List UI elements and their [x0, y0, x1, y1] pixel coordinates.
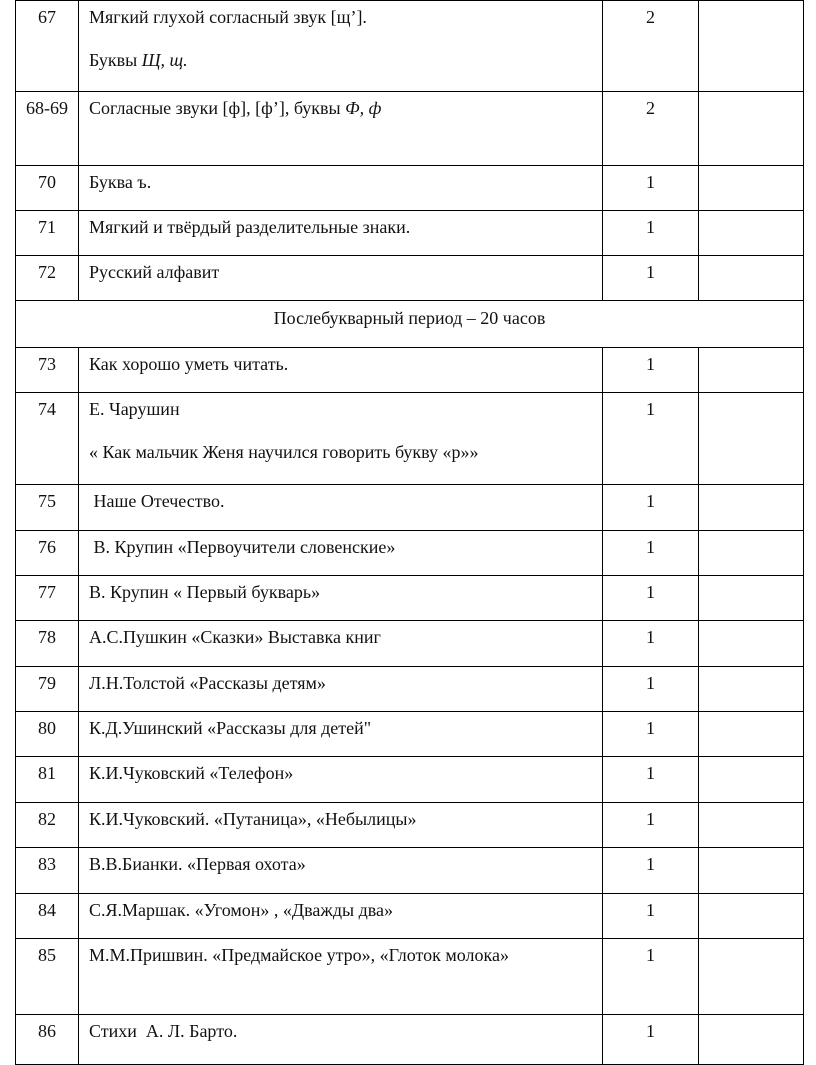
table-row: [16, 1015, 804, 1065]
lesson-number: 81: [16, 757, 79, 803]
lesson-hours: 1: [603, 211, 699, 256]
lesson-number: 71: [16, 211, 79, 256]
empty-cell: [699, 485, 804, 531]
empty-cell: [699, 348, 804, 393]
empty-cell: [699, 712, 804, 757]
lesson-hours: 1: [603, 348, 699, 393]
table-row: [16, 621, 804, 667]
lesson-hours: 1: [603, 757, 699, 803]
table-row: [16, 576, 804, 621]
lesson-number: 78: [16, 621, 79, 667]
topic-line: Е. Чарушин: [89, 399, 180, 419]
table-row: [16, 211, 804, 256]
lesson-number: 79: [16, 667, 79, 712]
table-row: [16, 667, 804, 712]
table-row: [16, 166, 804, 211]
lesson-topic: Как хорошо уметь читать.: [79, 348, 603, 393]
lesson-topic: В. Крупин « Первый букварь»: [79, 576, 603, 621]
letters-italic: Ф, ф: [345, 98, 382, 118]
empty-cell: [699, 848, 804, 894]
table-row: [16, 803, 804, 848]
table-row: [16, 485, 804, 531]
lesson-hours: 1: [603, 667, 699, 712]
table-row: [16, 757, 804, 803]
empty-cell: [699, 211, 804, 256]
empty-cell: [699, 576, 804, 621]
topic-line: [89, 49, 594, 71]
lesson-plan-table: [15, 0, 804, 1065]
lesson-hours: 1: [603, 621, 699, 667]
lesson-topic: [79, 92, 603, 166]
lesson-number: 84: [16, 894, 79, 939]
table-row: [16, 939, 804, 1015]
section-title: Послебукварный период – 20 часов: [16, 301, 804, 348]
lesson-number: 75: [16, 485, 79, 531]
empty-cell: [699, 667, 804, 712]
lesson-hours: 1: [603, 393, 699, 485]
lesson-topic: Русский алфавит: [79, 256, 603, 301]
lesson-number: 72: [16, 256, 79, 301]
lesson-topic: В.В.Бианки. «Первая охота»: [79, 848, 603, 894]
lesson-topic: К.Д.Ушинский «Рассказы для детей": [79, 712, 603, 757]
lesson-hours: 1: [603, 256, 699, 301]
empty-cell: [699, 531, 804, 576]
topic-line: Мягкий глухой согласный звук [щ’].: [89, 7, 367, 27]
lesson-topic: [79, 393, 603, 485]
table-row: [16, 894, 804, 939]
lesson-number: 70: [16, 166, 79, 211]
table-row: [16, 712, 804, 757]
table-row: [16, 256, 804, 301]
lesson-number: 73: [16, 348, 79, 393]
empty-cell: [699, 1, 804, 92]
topic-text: Согласные звуки [ф], [ф’], буквы: [89, 98, 346, 118]
lesson-topic: Стихи А. Л. Барто.: [79, 1015, 603, 1065]
lesson-number: 68-69: [16, 92, 79, 166]
lesson-number: 85: [16, 939, 79, 1015]
lesson-number: 80: [16, 712, 79, 757]
topic-line: « Как мальчик Женя научился говорить букву «р»»: [89, 442, 479, 462]
empty-cell: [699, 803, 804, 848]
lesson-hours: 1: [603, 576, 699, 621]
lesson-topic: Наше Отечество.: [79, 485, 603, 531]
letters-prefix: Буквы: [89, 50, 142, 70]
empty-cell: [699, 621, 804, 667]
lesson-hours: 1: [603, 531, 699, 576]
lesson-topic: А.С.Пушкин «Сказки» Выставка книг: [79, 621, 603, 667]
lesson-topic: [79, 1, 603, 92]
empty-cell: [699, 1015, 804, 1065]
table-row: [16, 92, 804, 166]
empty-cell: [699, 894, 804, 939]
lesson-topic: Буква ъ.: [79, 166, 603, 211]
lesson-hours: 1: [603, 803, 699, 848]
lesson-number: 74: [16, 393, 79, 485]
lesson-hours: 1: [603, 485, 699, 531]
empty-cell: [699, 92, 804, 166]
lesson-topic: С.Я.Маршак. «Угомон» , «Дважды два»: [79, 894, 603, 939]
lesson-topic: М.М.Пришвин. «Предмайское утро», «Глоток молока»: [79, 939, 603, 1015]
lesson-hours: 1: [603, 166, 699, 211]
lesson-hours: 1: [603, 1015, 699, 1065]
lesson-hours: 2: [603, 1, 699, 92]
lesson-hours: 1: [603, 848, 699, 894]
lesson-topic: Л.Н.Толстой «Рассказы детям»: [79, 667, 603, 712]
lesson-number: 67: [16, 1, 79, 92]
lesson-hours: 2: [603, 92, 699, 166]
lesson-hours: 1: [603, 939, 699, 1015]
table-row: [16, 1, 804, 92]
empty-cell: [699, 757, 804, 803]
table-row: [16, 348, 804, 393]
table-row: [16, 848, 804, 894]
lesson-topic: К.И.Чуковский. «Путаница», «Небылицы»: [79, 803, 603, 848]
lesson-hours: 1: [603, 712, 699, 757]
lesson-topic: Мягкий и твёрдый разделительные знаки.: [79, 211, 603, 256]
lesson-hours: 1: [603, 894, 699, 939]
lesson-topic: К.И.Чуковский «Телефон»: [79, 757, 603, 803]
lesson-number: 82: [16, 803, 79, 848]
section-row: [16, 301, 804, 348]
lesson-number: 77: [16, 576, 79, 621]
empty-cell: [699, 393, 804, 485]
lesson-number: 83: [16, 848, 79, 894]
lesson-topic: В. Крупин «Первоучители словенские»: [79, 531, 603, 576]
empty-cell: [699, 939, 804, 1015]
lesson-number: 76: [16, 531, 79, 576]
lesson-number: 86: [16, 1015, 79, 1065]
empty-cell: [699, 256, 804, 301]
letters-italic: Щ, щ.: [141, 50, 188, 70]
empty-cell: [699, 166, 804, 211]
table-row: [16, 531, 804, 576]
table-row: [16, 393, 804, 485]
